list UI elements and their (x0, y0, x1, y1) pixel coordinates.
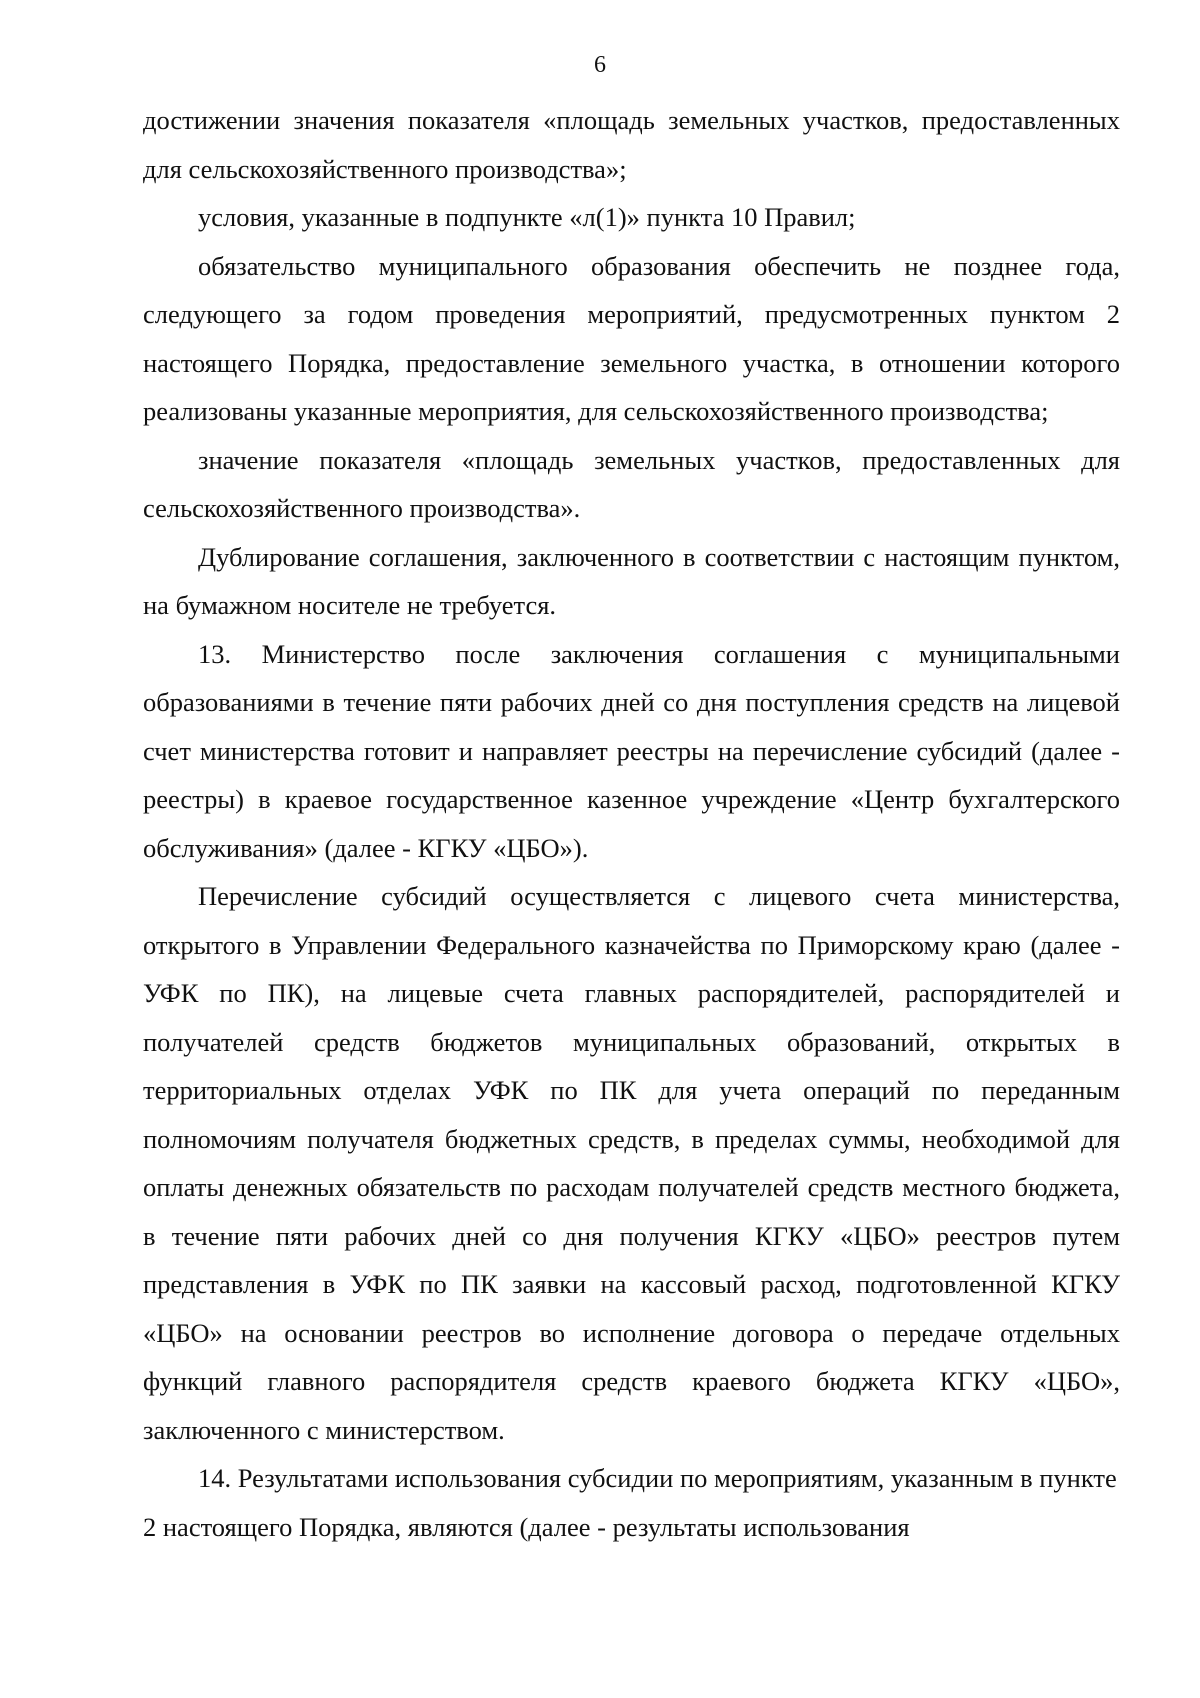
paragraph-conditions-subpoint: условия, указанные в подпункте «л(1)» пункта 10 Правил; (198, 202, 856, 232)
paragraph-agreement-duplication: Дублирование соглашения, заключенного в соответствии с настоящим пунктом, на бумажном носителе не требуется. (143, 541, 1120, 620)
paragraph-indicator-value: значение показателя «площадь земельных участков, предоставленных для сельскохозяйственного производства». (143, 444, 1120, 523)
paragraph-subsidy-transfer: Перечисление субсидий осуществляется с лицевого счета министерства, открытого в Управлении Федерального казначейства по Приморскому краю (далее - УФК по ПК), на лицевые счета главных распорядителей, распорядителей и получателей средств бюджетов муниципальных образований, открытых в территориальных отделах УФК по ПК для учета операций по переданным полномочиям получателя бюджетных средств, в пределах суммы, необходимой для оплаты денежных обязательств по расходам получателей средств местного бюджета, в течение пяти рабочих дней со дня получения КГКУ «ЦБО» реестров путем представления в УФК по ПК заявки на кассовый расход, подготовленной КГКУ «ЦБО» на основании реестров во исполнение договора о передаче отдельных функций главного распорядителя средств краевого бюджета КГКУ «ЦБО», заключенного с министерством. (143, 881, 1120, 1445)
document-body (143, 96, 1120, 1551)
paragraph-municipal-obligation: обязательство муниципального образования обеспечить не позднее года, следующего за годом проведения мероприятий, предусмотренных пунктом 2 настоящего Порядка, предоставление земельного участка, в отношении которого реализованы указанные мероприятия, для сельскохозяйственного производства; (143, 250, 1120, 426)
paragraph-item-14: 14. Результатами использования субсидии по мероприятиям, указанным в пункте 2 настоящего Порядка, являются (далее - результаты использования (143, 1463, 1117, 1542)
paragraph-item-13: 13. Министерство после заключения соглашения с муниципальными образованиями в течение пяти рабочих дней со дня поступления средств на лицевой счет министерства готовит и направляет реестры на перечисление субсидий (далее - реестры) в краевое государственное казенное учреждение «Центр бухгалтерского обслуживания» (далее - КГКУ «ЦБО»). (143, 638, 1120, 863)
paragraph-continued-indicator-condition: достижении значения показателя «площадь земельных участков, предоставленных для сельскохозяйственного производства»; (143, 105, 1120, 184)
page-number: 6 (594, 52, 606, 78)
